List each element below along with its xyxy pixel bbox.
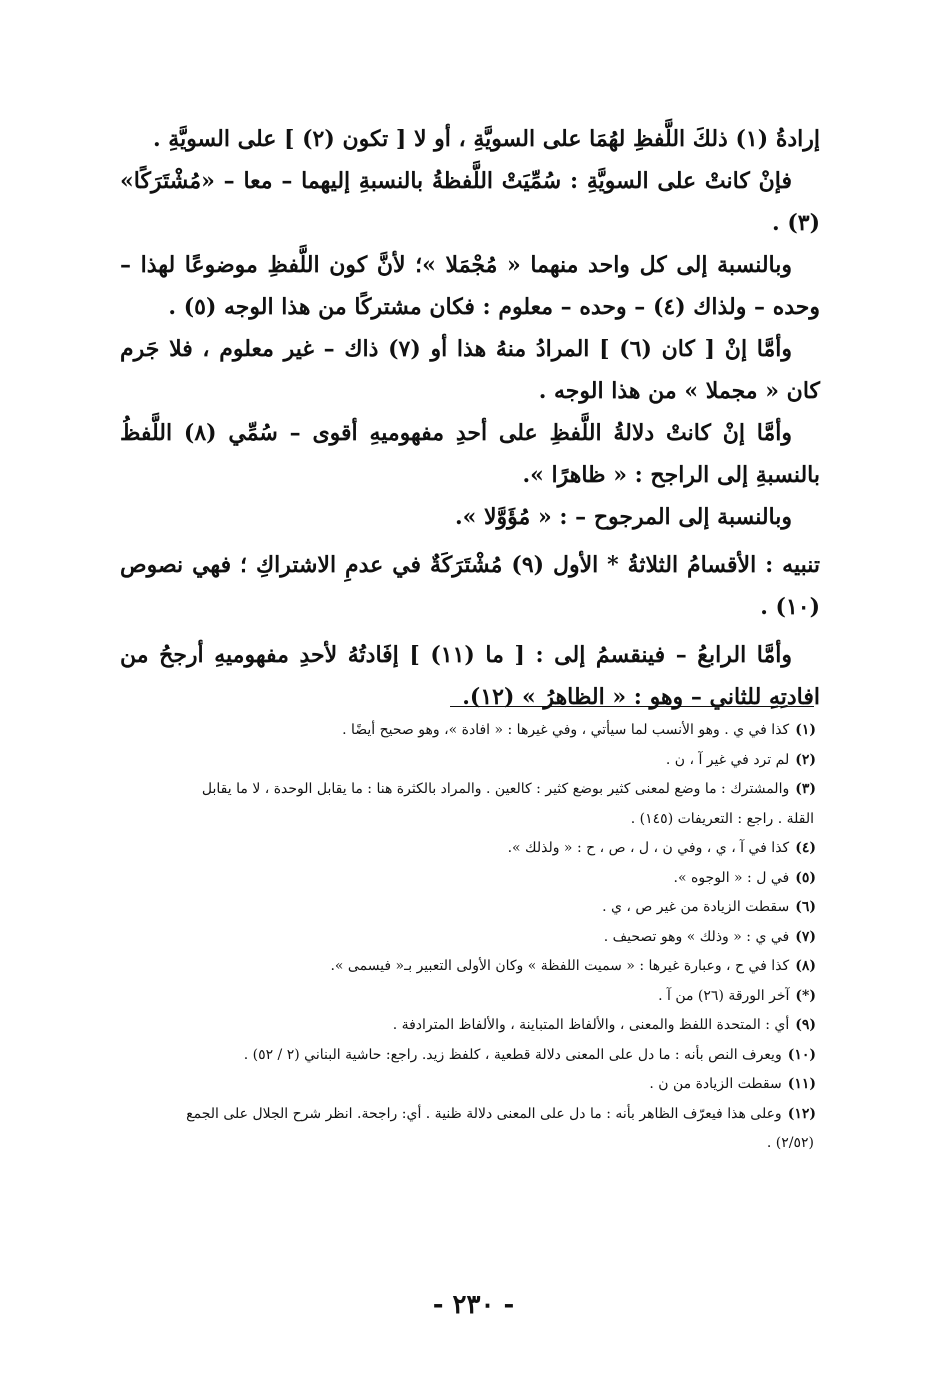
footnote (126, 1041, 816, 1071)
footnote-number: (٢) (795, 751, 816, 768)
paragraph: وأمَّا إنْ [ كان (٦) ] المرادُ منهُ هذا أو (٧) ذاك – غير معلوم ، فلا جَرم كان « مجملا » من هذا الوجه . (120, 336, 820, 404)
footnote-continuation: (٢/٥٢) . (766, 1135, 814, 1151)
main-text (120, 118, 820, 718)
footnote-number: (٦) (795, 899, 816, 915)
footnotes (126, 716, 816, 1159)
footnote-text: في ي : « وذلك » وهو تصحيف . (603, 928, 790, 945)
footnote-text: سقطت الزيادة من ن . (649, 1076, 782, 1092)
footnote-number: (٩) (795, 1017, 816, 1033)
footnote (126, 1011, 816, 1041)
footnote-number: (١) (795, 722, 816, 738)
paragraph: وبالنسبة إلى المرجوح – : « مُؤَوَّلا ». (454, 504, 792, 530)
footnote-continuation: القلة . راجع : التعريفات (١٤٥) . (630, 810, 814, 827)
paragraph-line: إرادةُ (١) ذلكَ اللَّفظِ لهُمَا على السويَّةِ ، أو لا [ تكون (٢) ] على السويَّةِ . (152, 126, 820, 152)
footnote (126, 923, 816, 953)
footnote-text: والمشترك : ما وضع لمعنى كثير بوضع كثير : كالعين . والمراد بالكثرة هنا : ما يقابل الوحدة ، لا ما يقابل (201, 781, 790, 797)
footnote-text: في ل : « الوجوه ». (673, 869, 790, 886)
footnote (126, 1100, 816, 1130)
footnote (126, 864, 816, 894)
page-number: - ٢٣٠ - (432, 1290, 515, 1320)
footnote-number: (٤) (795, 840, 816, 856)
footnote (126, 952, 816, 982)
footnote (126, 775, 816, 805)
footnote-text: لم ترد في غير آ ، ن . (665, 751, 790, 768)
footnote (126, 893, 816, 923)
footnote (126, 746, 816, 776)
footnote-number: (٥) (795, 869, 816, 886)
footnote-text: كذا في آ ، ي ، وفي ن ، ل ، ص ، ح : « ولذلك ». (507, 840, 790, 856)
paragraph: وأمَّا الرابعُ – فينقسمُ إلى : [ ما (١١) ] إفَادتُهُ لأحدِ مفهوميهِ أرجحُ من افادتِهِ للثاني – وهو : « الظاهرُ » (١٢). (120, 642, 820, 710)
footnote-number: (١٢) (787, 1105, 816, 1122)
footnote-text: ويعرف النص بأنه : ما دل على المعنى دلالة قطعية ، كلفظ زيد. راجع: حاشية البناني (٢ / ٥٢) . (243, 1046, 782, 1063)
footnote-number: (٧) (795, 928, 816, 945)
footnote-text: وعلى هذا فيعرّف الظاهر بأنه : ما دل على المعنى دلالة ظنية . أي: راجحة. انظر شرح الجلال على الجمع (186, 1105, 782, 1122)
paragraph: فإنْ كانتْ على السويَّةِ : سُمِّيَتْ اللَّفظةُ بالنسبةِ إليهما – معا – «مُشْتَرَكًا» (٣) . (120, 168, 820, 236)
footnote-text: كذا في ي . وهو الأنسب لما سيأتي ، وفي غيرها : « افادة »، وهو صحيح أيضًا . (342, 722, 790, 738)
footnote-number: (١٠) (787, 1046, 816, 1063)
paragraph: وبالنسبة إلى كل واحد منهما « مُجْمَلا »؛ لأنَّ كون اللَّفظِ موضوعًا لهذا – وحده – ولذاك (٤) – وحده – معلوم : فكان مشتركًا من هذا الوجه (٥) . (120, 252, 820, 320)
footnote (126, 1070, 816, 1100)
footnote-text: كذا في ح ، وعبارة غيرها : « سميت اللفظة » وكان الأولى التعبير بـ« فيسمى ». (330, 958, 790, 974)
footnote-number: (*) (795, 987, 816, 1004)
footnote-number: (٨) (795, 958, 816, 974)
footnote (126, 716, 816, 746)
footnote (126, 834, 816, 864)
tanbih-note: تنبيه : الأقسامُ الثلاثةُ * الأول (٩) مُشْتَرَكَةٌ في عدمِ الاشتراكِ ؛ فهي نصوص (١٠) . (120, 552, 820, 620)
footnote (126, 982, 816, 1012)
footnote-number: (٣) (795, 781, 816, 797)
footnote-text: آخر الورقة (٢٦) من آ . (658, 987, 790, 1004)
paragraph: وأمَّا إنْ كانتْ دلالةُ اللَّفظِ على أحدِ مفهوميهِ أقوى – سُمِّي (٨) اللَّفظُ بالنسبةِ إلى الراجح : « ظاهرًا ». (120, 420, 820, 488)
footnote-divider (450, 706, 814, 707)
footnote-number: (١١) (787, 1076, 816, 1092)
footnote-text: أي : المتحدة اللفظ والمعنى ، والألفاظ المتباينة ، والألفاظ المترادفة . (392, 1017, 790, 1033)
footnote-text: سقطت الزيادة من غير ص ، ي . (602, 899, 790, 915)
